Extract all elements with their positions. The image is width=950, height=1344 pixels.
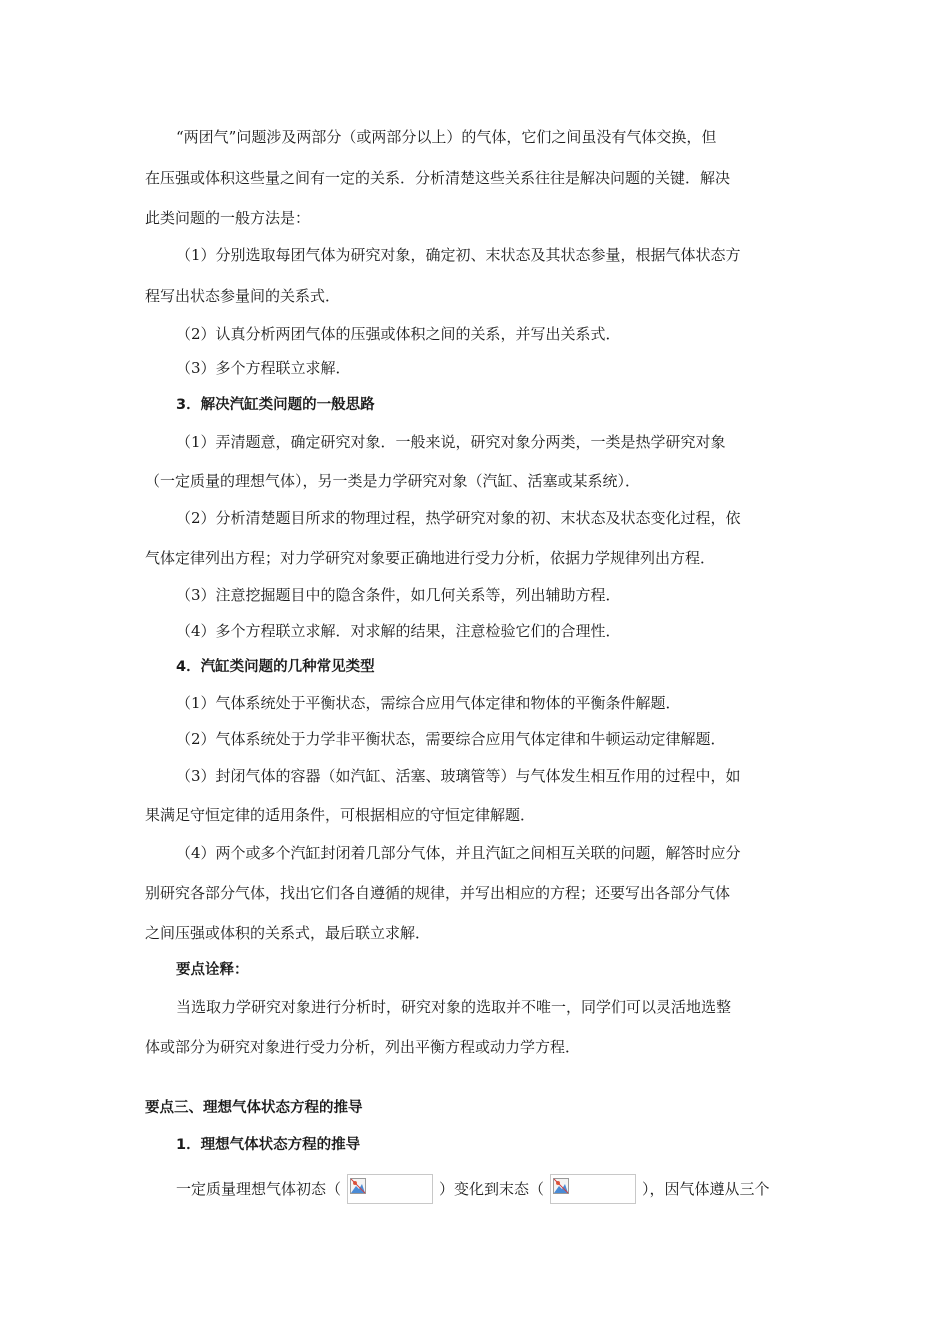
section-heading: 3．解决汽缸类问题的一般思路 xyxy=(176,397,375,413)
formula-image-final xyxy=(550,1174,636,1204)
paragraph-line: （1）弄清题意，确定研究对象．一般来说，研究对象分两类，一类是热学研究对象 xyxy=(176,433,726,451)
section-heading: 4．汽缸类问题的几种常见类型 xyxy=(176,659,375,675)
formula-text: ）变化到末态（ xyxy=(439,1180,545,1198)
paragraph-line: 此类问题的一般方法是： xyxy=(145,209,311,227)
paragraph-line: （2）气体系统处于力学非平衡状态，需要综合应用气体定律和牛顿运动定律解题． xyxy=(176,730,726,748)
paragraph-line: （一定质量的理想气体），另一类是力学研究对象（汽缸、活塞或某系统）． xyxy=(145,472,641,490)
main-section-heading: 要点三、理想气体状态方程的推导 xyxy=(145,1100,363,1116)
paragraph-line: “两团气”问题涉及两部分（或两部分以上）的气体，它们之间虽没有气体交换，但 xyxy=(176,128,717,146)
section-heading: 1．理想气体状态方程的推导 xyxy=(176,1137,361,1153)
paragraph-line: 气体定律列出方程；对力学研究对象要正确地进行受力分析，依据力学规律列出方程． xyxy=(145,549,716,567)
paragraph-line: 在压强或体积这些量之间有一定的关系．分析清楚这些关系往往是解决问题的关键．解决 xyxy=(145,169,731,187)
paragraph-line: 之间压强或体积的关系式，最后联立求解． xyxy=(145,924,431,942)
paragraph-line: 体或部分为研究对象进行受力分析，列出平衡方程或动力学方程． xyxy=(145,1038,581,1056)
broken-image-icon xyxy=(350,1178,366,1194)
note-heading: 要点诠释： xyxy=(176,962,249,978)
paragraph-line: （1）气体系统处于平衡状态，需综合应用气体定律和物体的平衡条件解题． xyxy=(176,694,681,712)
formula-line xyxy=(176,1173,770,1204)
paragraph-line: （2）分析清楚题目所求的物理过程，热学研究对象的初、末状态及状态变化过程，依 xyxy=(176,509,741,527)
paragraph-line: 程写出状态参量间的关系式． xyxy=(145,287,341,305)
formula-text: ），因气体遵从三个 xyxy=(642,1180,770,1198)
paragraph-line: 别研究各部分气体，找出它们各自遵循的规律，并写出相应的方程；还要写出各部分气体 xyxy=(145,884,731,902)
paragraph-line: （1）分别选取每团气体为研究对象，确定初、末状态及其状态参量，根据气体状态方 xyxy=(176,246,741,264)
paragraph-line: （4）多个方程联立求解．对求解的结果，注意检验它们的合理性． xyxy=(176,622,621,640)
paragraph-line: （3）多个方程联立求解． xyxy=(176,359,351,377)
formula-text: 一定质量理想气体初态（ xyxy=(176,1180,342,1198)
paragraph-line: （4）两个或多个汽缸封闭着几部分气体，并且汽缸之间相互关联的问题，解答时应分 xyxy=(176,844,741,862)
paragraph-line: 果满足守恒定律的适用条件，可根据相应的守恒定律解题． xyxy=(145,806,536,824)
paragraph-line: （2）认真分析两团气体的压强或体积之间的关系，并写出关系式． xyxy=(176,325,621,343)
paragraph-line: （3）封闭气体的容器（如汽缸、活塞、玻璃管等）与气体发生相互作用的过程中，如 xyxy=(176,767,741,785)
paragraph-line: 当选取力学研究对象进行分析时，研究对象的选取并不唯一，同学们可以灵活地选整 xyxy=(176,998,732,1016)
paragraph-line: （3）注意挖掘题目中的隐含条件，如几何关系等，列出辅助方程． xyxy=(176,586,621,604)
broken-image-icon xyxy=(553,1178,569,1194)
formula-image-initial xyxy=(347,1174,433,1204)
